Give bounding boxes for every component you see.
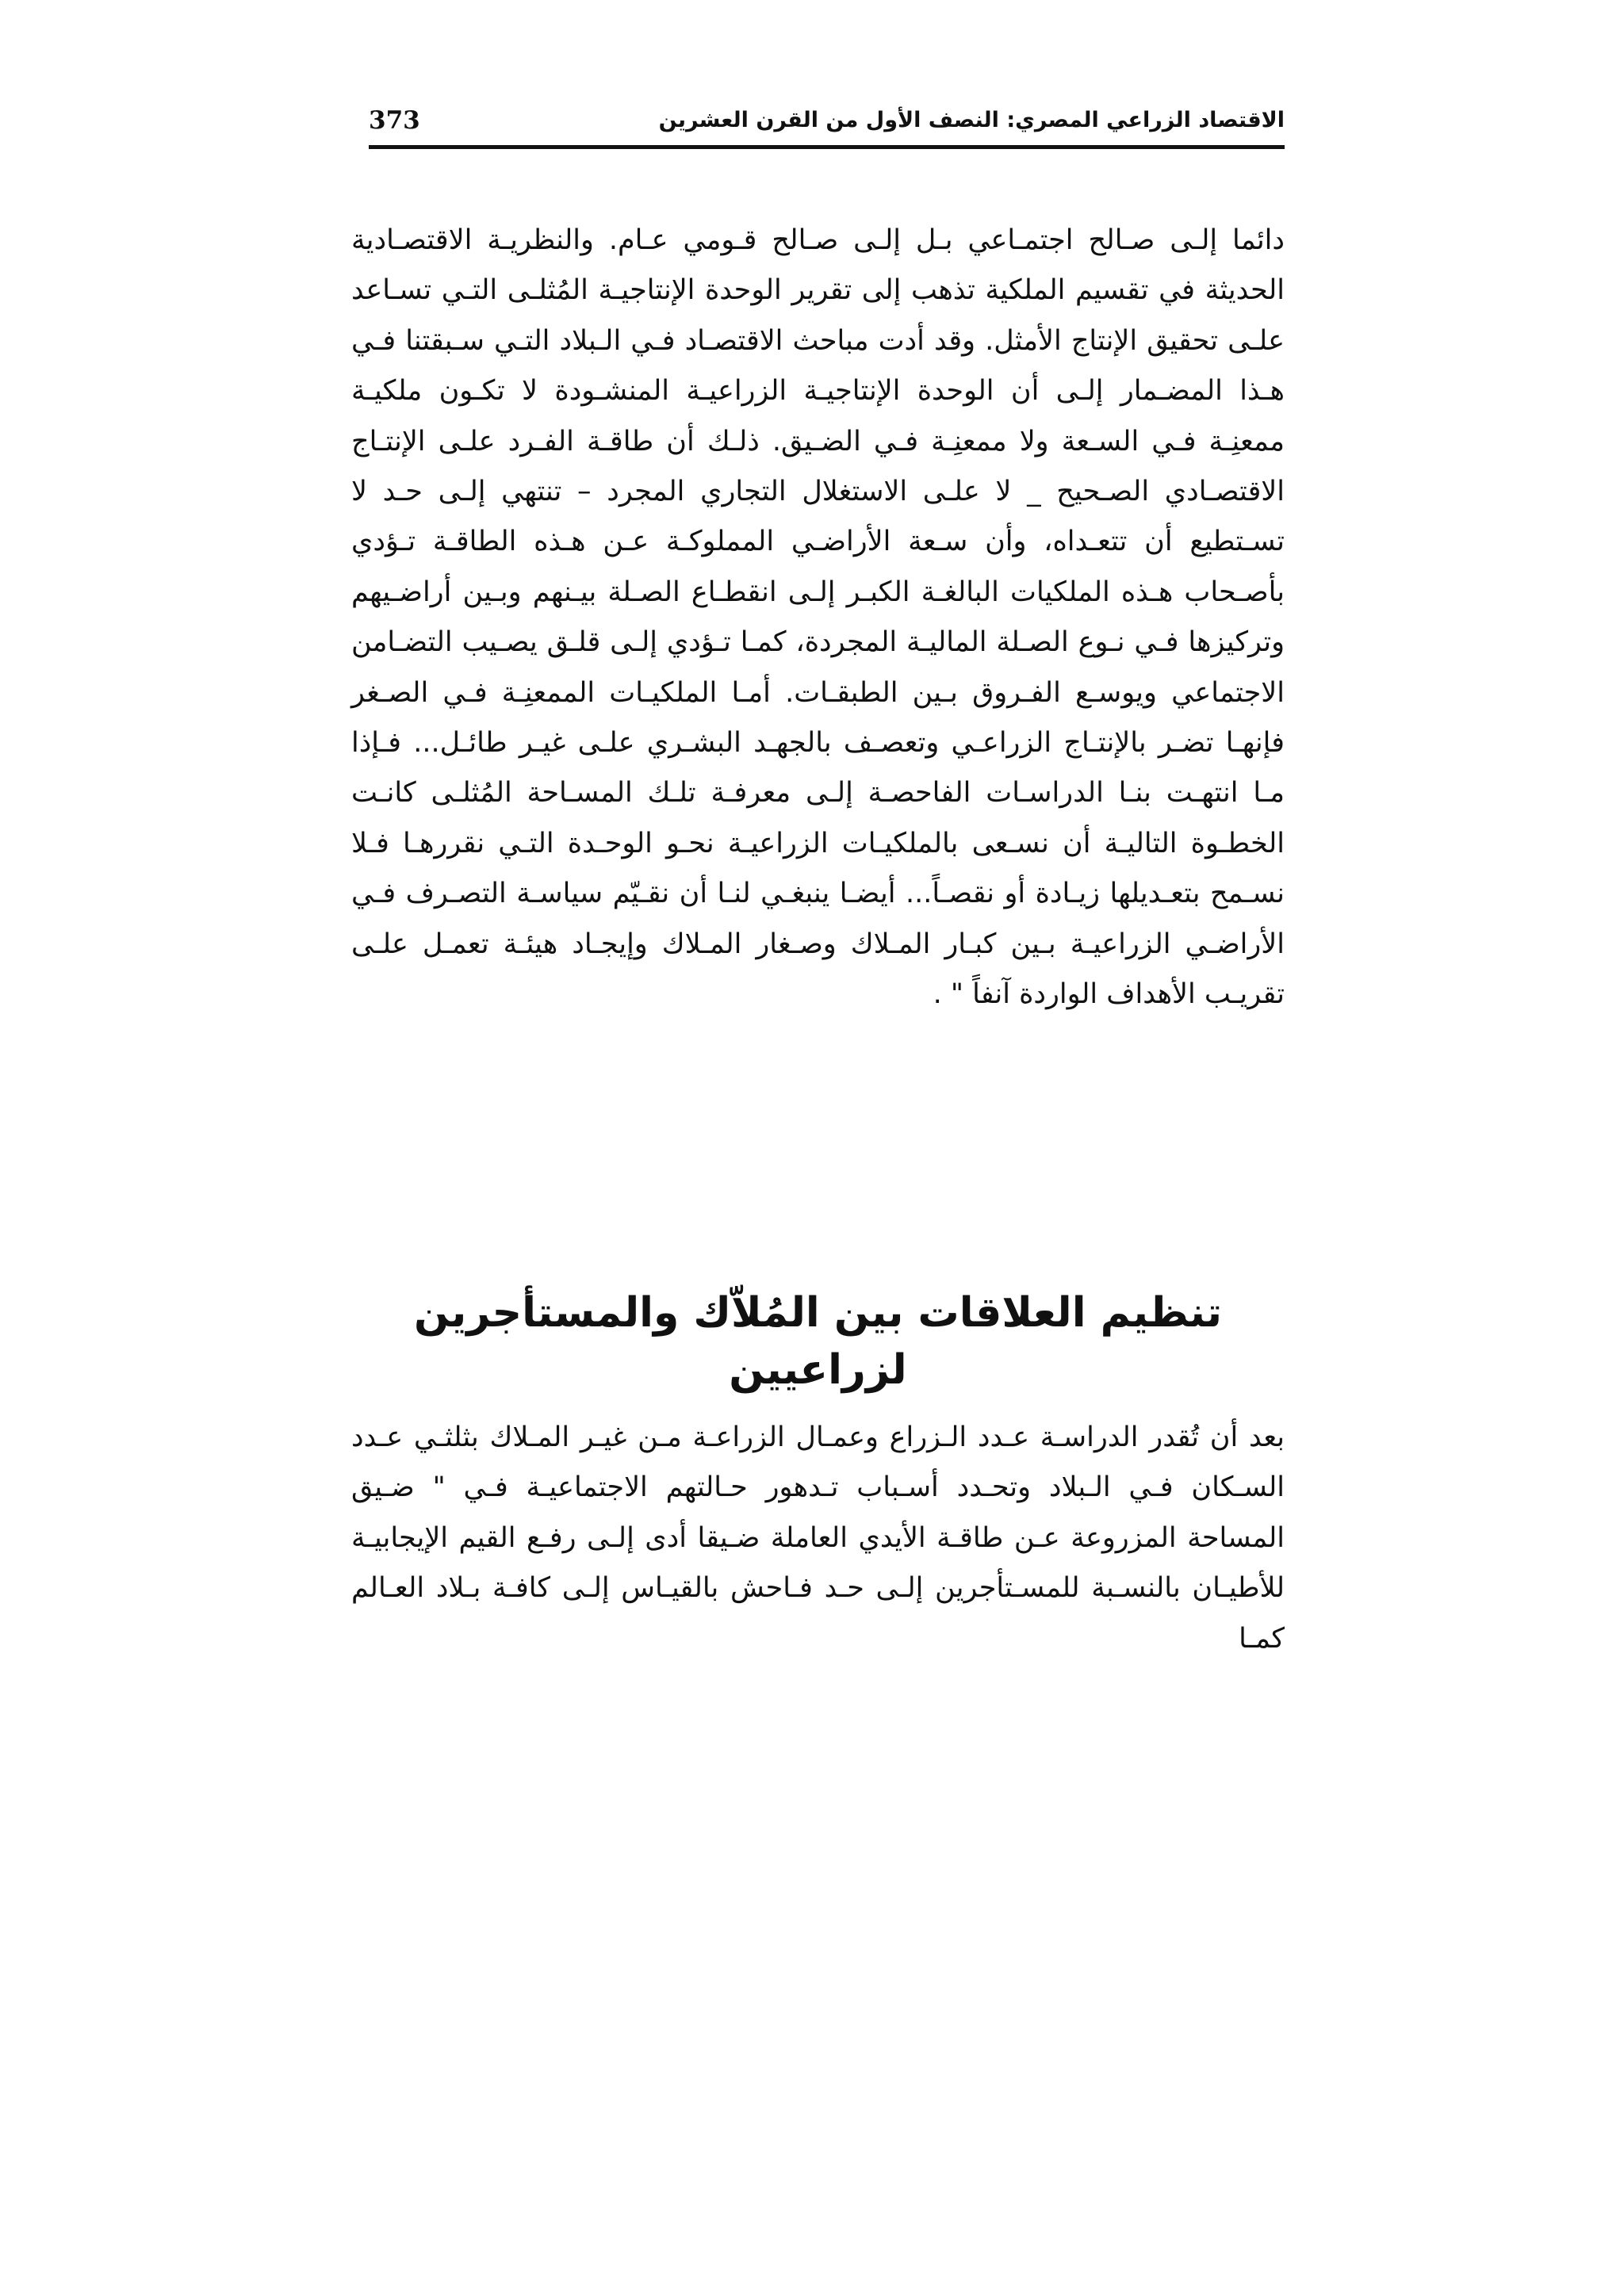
section-heading: تنظيم العلاقات بين المُلاّك والمستأجرين لزراعيين bbox=[413, 1289, 1223, 1394]
body-paragraph-1: دائما إلـى صـالح اجتمـاعي بـل إلـى صـالح قـومي عـام. والنظريـة الاقتصـادية الحديثة في تقسيم الملكية تذهب إلى تقرير الوحدة الإنتاجيـة المُثلـى التـي تسـاعد علـى تحقيق الإنتاج الأمثل. وقد أدت مباحث الاقتصـاد فـي الـبلاد التـي سـبقتنا فـي هـذا المضـمار إلـى أن الوحدة الإنتاجيـة الزراعيـة المنشـودة لا تكـون ملكيـة ممعنِـة فـي السـعة ولا ممعنِـة فـي الضـيق. ذلـك أن طاقـة الفـرد علـى الإنتـاج الاقتصـادي الصـحيح _ لا علـى الاستغلال التجاري المجرد – تنتهي إلـى حـد لا تسـتطيع أن تتعـداه، وأن سـعة الأراضـي المملوكـة عـن هـذه الطاقـة تـؤدي بأصـحاب هـذه الملكيات البالغـة الكبـر إلـى انقطـاع الصـلة بيـنهم وبـين أراضـيهم وتركيزها فـي نـوع الصـلة الماليـة المجردة، كمـا تـؤدي إلـى قلـق يصـيب التضـامن الاجتماعي ويوسـع الفـروق بـين الطبقـات. أمـا الملكيـات الممعنِـة فـي الصـغر فإنهـا تضـر بالإنتـاج الزراعـي وتعصـف بالجهـد البشـري علـى غيـر طائـل... فـإذا مـا انتهـت بنـا الدراسـات الفاحصـة إلـى معرفـة تلـك المسـاحة المُثلـى كانـت الخطـوة التاليـة أن نسـعى بالملكيـات الزراعيـة نحـو الوحـدة التـي نقررهـا فـلا نسـمح بتعـديلها زيـادة أو نقصـاً... أيضـا ينبغـي لنـا أن نقـيّم سياسـة التصـرف فـي الأراضـي الزراعيـة بـين كبـار المـلاك وصـغار المـلاك وإيجـاد هيئـة تعمـل علـى تقريـب الأهداف الواردة آنفاً " . bbox=[351, 224, 1285, 1011]
running-header bbox=[369, 101, 1285, 149]
header-rule bbox=[369, 145, 1285, 149]
body-paragraph-2: بعد أن تُقدر الدراسـة عـدد الـزراع وعمـال الزراعـة مـن غيـر المـلاك بثلثـي عـدد السـكان فـي الـبلاد وتحـدد أسـباب تـدهور حـالتهم الاجتماعيـة فـي " ضـيق المساحة المزروعة عـن طاقـة الأيدي العاملة ضـيقا أدى إلـى رفـع القيم الإيجابيـة للأطيـان بالنسـبة للمسـتأجرين إلـى حـد فـاحش بالقيـاس إلـى كافـة بـلاد العـالم كمـا bbox=[351, 1422, 1285, 1655]
running-header-title: الاقتصاد الزراعي المصري: النصف الأول من القرن العشرين bbox=[658, 108, 1285, 132]
page-number: 373 bbox=[369, 106, 420, 135]
